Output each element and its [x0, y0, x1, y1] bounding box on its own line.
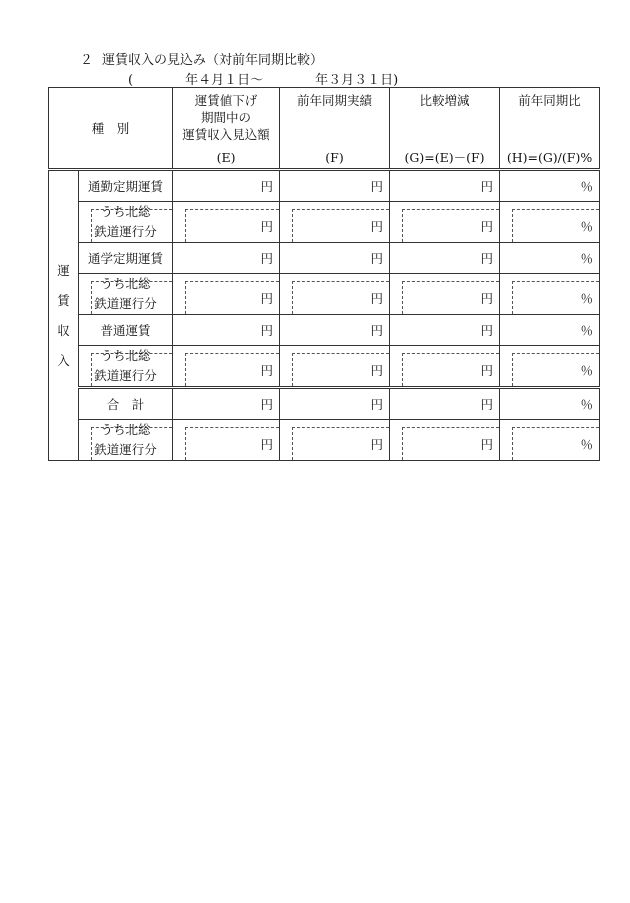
table-subrow: [49, 346, 600, 388]
unit-cell: 円: [280, 243, 390, 274]
unit-cell: [173, 420, 280, 461]
unit-cell: [280, 346, 390, 388]
unit-cell: ％: [500, 315, 600, 346]
unit-cell: [390, 420, 500, 461]
sub-label-line1: うち北総: [100, 348, 151, 363]
unit-cell: [173, 346, 280, 388]
unit-cell: ％: [500, 243, 600, 274]
unit-cell: 円: [280, 170, 390, 202]
sub-label-line1: うち北総: [100, 204, 151, 219]
col-f-code: (F): [325, 150, 344, 165]
sub-row-label: [79, 274, 173, 315]
table-subrow: [49, 202, 600, 243]
sub-label-line2: 鉄道運行分: [94, 296, 157, 311]
unit-cell: [390, 274, 500, 315]
category-char: 入: [57, 352, 70, 368]
sub-label-line2: 鉄道運行分: [94, 442, 157, 457]
unit-text: 円: [260, 219, 274, 234]
unit-text: 円: [260, 363, 274, 378]
col-e-line1: 運賃値下げ: [194, 93, 258, 108]
category-char: 収: [57, 322, 70, 338]
table-row: [49, 315, 600, 346]
unit-text: 円: [480, 363, 494, 378]
col-e-code: (E): [216, 150, 236, 165]
unit-cell: [390, 202, 500, 243]
col-e-line2: 期間中の: [201, 110, 252, 125]
unit-cell: 円: [390, 315, 500, 346]
unit-cell: [500, 202, 600, 243]
column-header-e: [173, 88, 280, 170]
table-row-total: [49, 388, 600, 420]
sub-label-line2: 鉄道運行分: [94, 368, 157, 383]
revenue-table: [48, 87, 600, 461]
unit-text: 円: [480, 219, 494, 234]
unit-cell: 円: [173, 388, 280, 420]
unit-text: 円: [370, 437, 384, 452]
category-label: [49, 170, 79, 461]
unit-text: 円: [370, 291, 384, 306]
sub-row-label: [79, 202, 173, 243]
period-range: ( 年４月１日～ 年３月３１日): [128, 73, 399, 88]
kind-header: 種 別: [49, 88, 173, 170]
unit-cell: [280, 420, 390, 461]
col-g-code: (G)=(E)－(F): [404, 150, 485, 165]
unit-cell: [173, 274, 280, 315]
unit-cell: [390, 346, 500, 388]
category-char: 運: [57, 262, 70, 278]
sub-label-line2: 鉄道運行分: [94, 224, 157, 239]
table-subrow: [49, 274, 600, 315]
unit-cell: 円: [280, 388, 390, 420]
unit-text: 円: [260, 291, 274, 306]
table-row: [49, 170, 600, 202]
unit-cell: [280, 274, 390, 315]
table-subrow: [49, 420, 600, 461]
unit-text: 円: [480, 291, 494, 306]
section-number: ２: [80, 53, 94, 68]
sub-row-label: [79, 420, 173, 461]
row-label: 通学定期運賃: [79, 243, 173, 274]
col-e-line3: 運賃収入見込額: [182, 127, 270, 142]
unit-cell: 円: [390, 170, 500, 202]
col-g-label: 比較増減: [419, 93, 470, 108]
column-header-h: [500, 88, 600, 170]
section-title: 運賃収入の見込み（対前年同期比較）: [102, 53, 324, 68]
unit-cell: 円: [390, 243, 500, 274]
unit-cell: 円: [173, 315, 280, 346]
sub-label-line1: うち北総: [100, 276, 151, 291]
unit-text: ％: [580, 363, 594, 378]
unit-text: ％: [580, 437, 594, 452]
column-header-g: [390, 88, 500, 170]
row-label: 通勤定期運賃: [79, 170, 173, 202]
category-char: 賃: [57, 292, 70, 308]
col-f-label: 前年同期実績: [297, 93, 373, 108]
unit-text: 円: [260, 437, 274, 452]
col-h-code: (H)=(G)/(F)%: [506, 150, 593, 165]
unit-cell: 円: [280, 315, 390, 346]
unit-cell: [500, 420, 600, 461]
unit-cell: 円: [173, 243, 280, 274]
sub-row-label: [79, 346, 173, 388]
row-label: 合 計: [79, 388, 173, 420]
sub-label-line1: うち北総: [100, 422, 151, 437]
unit-cell: [500, 274, 600, 315]
unit-text: 円: [370, 363, 384, 378]
section-heading: [80, 49, 323, 68]
column-header-f: [280, 88, 390, 170]
table-row: [49, 243, 600, 274]
unit-cell: [500, 346, 600, 388]
header-row: [49, 88, 600, 170]
unit-cell: 円: [173, 170, 280, 202]
unit-text: ％: [580, 219, 594, 234]
unit-cell: [173, 202, 280, 243]
unit-cell: [280, 202, 390, 243]
col-h-label: 前年同期比: [518, 93, 581, 108]
unit-text: ％: [580, 291, 594, 306]
unit-text: 円: [370, 219, 384, 234]
unit-text: 円: [480, 437, 494, 452]
unit-cell: ％: [500, 388, 600, 420]
unit-cell: 円: [390, 388, 500, 420]
row-label: 普通運賃: [79, 315, 173, 346]
unit-cell: ％: [500, 170, 600, 202]
